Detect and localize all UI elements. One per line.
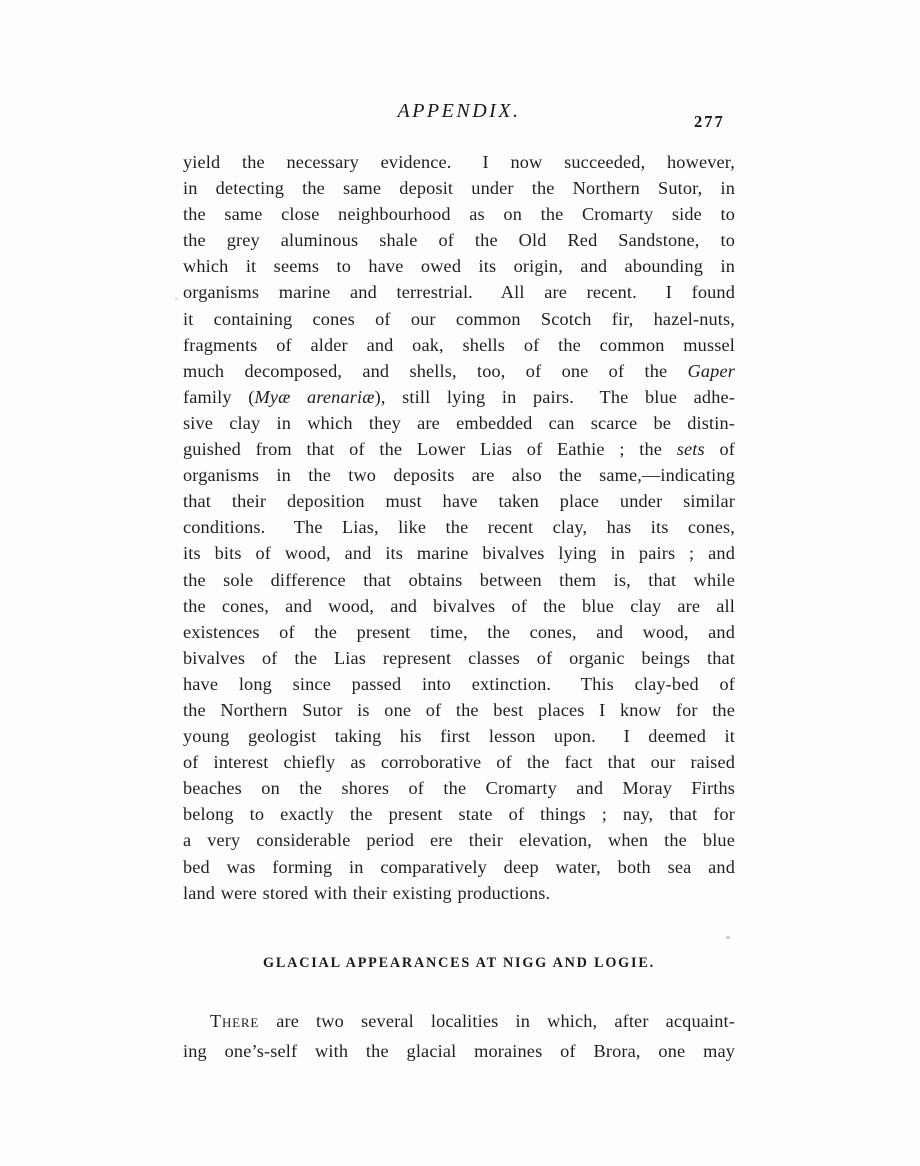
text-line: family (Myæ arenariæ), still lying in pairs. The blue adhe- <box>183 386 735 407</box>
page-number: 277 <box>694 112 725 131</box>
text-line: in detecting the same deposit under the Northern Sutor, in <box>183 178 735 199</box>
text-line: the cones, and wood, and bivalves of the blue clay are all <box>183 595 735 616</box>
text-line: guished from that of the Lower Lias of Eathie ; the sets of <box>183 439 735 460</box>
section-heading: GLACIAL APPEARANCES AT NIGG AND LOGIE. <box>263 955 655 971</box>
text-line: have long since passed into extinction. This clay-bed of <box>183 673 735 694</box>
text-line: much decomposed, and shells, too, of one of the Gaper <box>183 360 735 381</box>
scan-speck <box>175 297 178 300</box>
text-line: ing one’s-self with the glacial moraines of Brora, one may <box>183 1040 735 1061</box>
text-line: bivalves of the Lias represent classes of organic beings that <box>183 647 735 668</box>
text-line: belong to exactly the present state of things ; nay, that for <box>183 804 735 825</box>
text-line: young geologist taking his first lesson upon. I deemed it <box>183 726 735 747</box>
text-line: which it seems to have owed its origin, and abounding in <box>183 256 735 277</box>
text-line: bed was forming in comparatively deep water, both sea and <box>183 856 735 877</box>
paragraph-main <box>183 149 735 906</box>
text-line: organisms in the two deposits are also the same,—indicating <box>183 465 735 486</box>
text-line: beaches on the shores of the Cromarty and Moray Firths <box>183 778 735 799</box>
text-line: it containing cones of our common Scotch fir, hazel-nuts, <box>183 308 735 329</box>
text-line: its bits of wood, and its marine bivalves lying in pairs ; and <box>183 543 735 564</box>
text-line: land were stored with their existing productions. <box>183 882 551 903</box>
text-line: sive clay in which they are embedded can scarce be distin- <box>183 412 735 433</box>
scan-speck <box>726 936 730 939</box>
running-header-title: APPENDIX. <box>397 100 521 122</box>
text-line: a very considerable period ere their elevation, when the blue <box>183 830 735 851</box>
text-line: that their deposition must have taken place under similar <box>183 491 735 512</box>
text-line: conditions. The Lias, like the recent clay, has its cones, <box>183 517 735 538</box>
paragraph-glacial-intro <box>183 1007 735 1066</box>
text-line: the same close neighbourhood as on the Cromarty side to <box>183 204 735 225</box>
text-line: yield the necessary evidence. I now succeeded, however, <box>183 152 735 172</box>
text-line: fragments of alder and oak, shells of the common mussel <box>183 334 735 355</box>
text-line: organisms marine and terrestrial. All are recent. I found <box>183 282 735 303</box>
text-line: the Northern Sutor is one of the best places I know for the <box>183 699 735 720</box>
text-line: existences of the present time, the cones, and wood, and <box>183 621 735 642</box>
text-line: the sole difference that obtains between them is, that while <box>183 569 735 590</box>
text-line: the grey aluminous shale of the Old Red Sandstone, to <box>183 230 735 251</box>
text-line: of interest chiefly as corroborative of the fact that our raised <box>183 752 735 773</box>
text-line: There are two several localities in which, after acquaint- <box>210 1011 735 1031</box>
